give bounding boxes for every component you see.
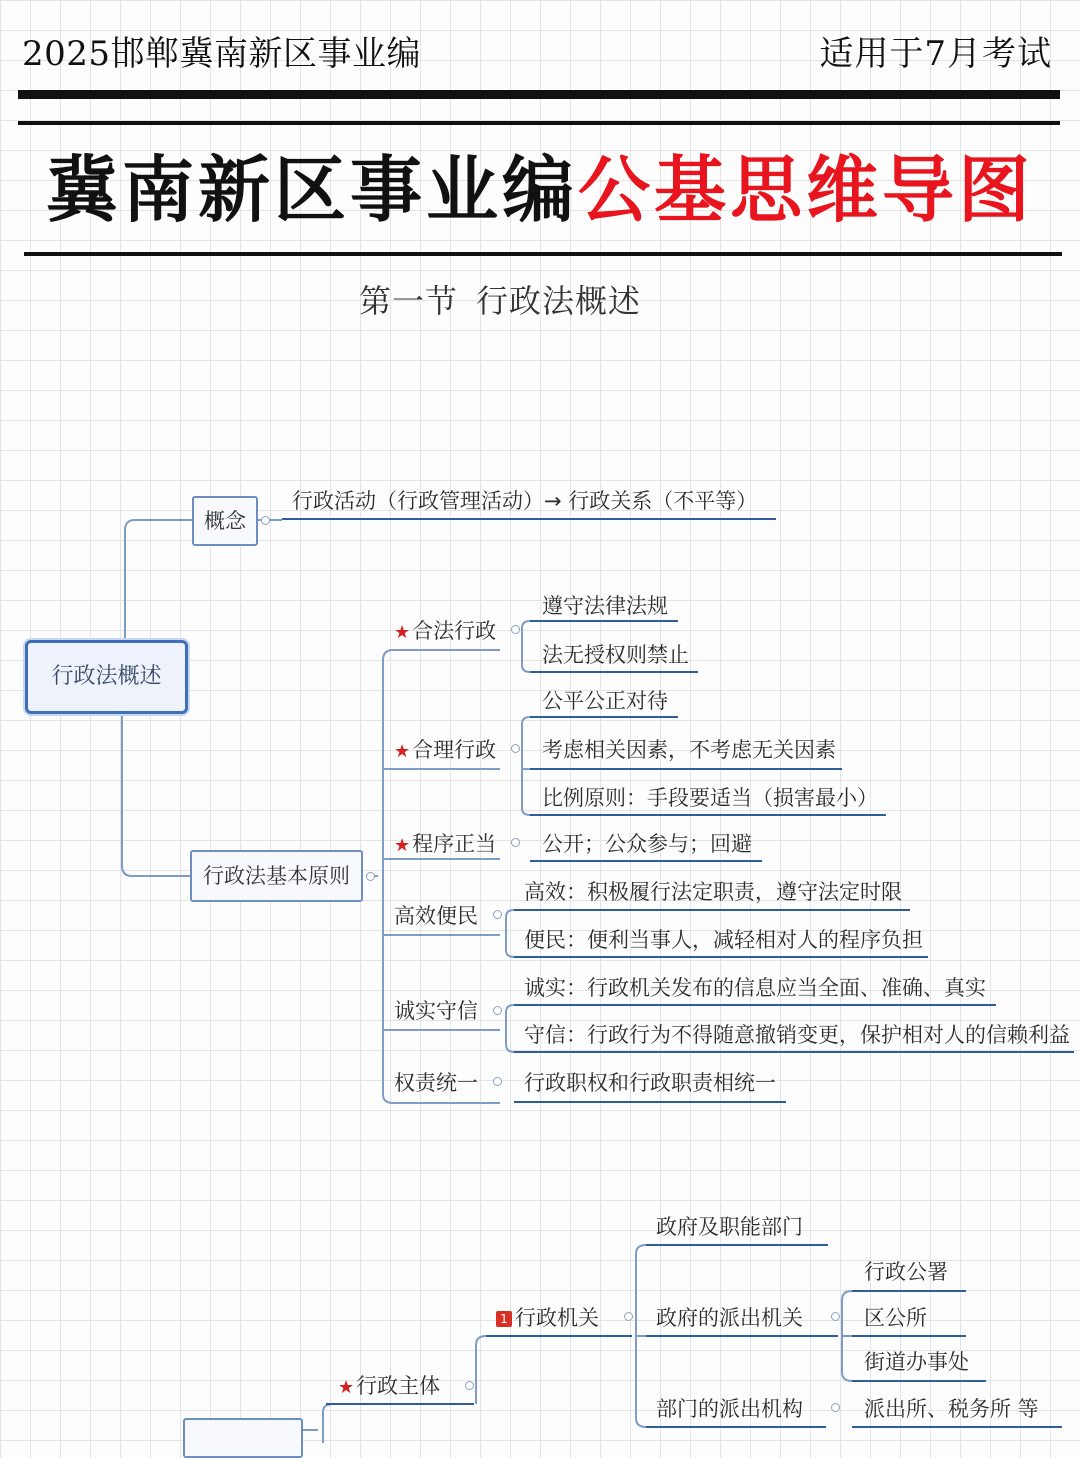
- dispatched-child-3: 街道办事处: [864, 1350, 969, 1374]
- dispatched-child-2: 区公所: [864, 1306, 927, 1330]
- star-icon: ★: [394, 741, 411, 762]
- connector-dot: [831, 1403, 840, 1412]
- star-icon: ★: [338, 1377, 355, 1398]
- concept-definition: 行政活动（行政管理活动）→ 行政关系（不平等）: [292, 489, 758, 513]
- department-agencies-child-1: 派出所、税务所 等: [864, 1397, 1039, 1421]
- subject-parent-node: [183, 1418, 303, 1458]
- underline: [530, 716, 678, 718]
- principle-honesty-trust: 诚实守信: [394, 999, 478, 1023]
- connector-dot: [493, 1006, 502, 1015]
- dispatched-child-1: 行政公署: [864, 1260, 948, 1284]
- star-icon: ★: [394, 622, 411, 643]
- underline: [530, 814, 886, 816]
- section-number: 第一节: [358, 282, 458, 320]
- section-name: 行政法概述: [476, 282, 642, 320]
- connector-dot: [493, 910, 502, 919]
- underline: [514, 909, 910, 911]
- underline: [514, 1004, 996, 1006]
- concept-underline: [282, 518, 776, 520]
- principles-node: 行政法基本原则: [190, 850, 363, 902]
- principle-due-process: ★程序正当: [394, 832, 497, 856]
- principles-connector-dot: [366, 872, 375, 881]
- legal-child-2: 法无授权则禁止: [542, 643, 689, 667]
- principle-legal-administration: ★合法行政: [394, 619, 497, 643]
- administrative-organ-node: 1 行政机关: [496, 1304, 599, 1332]
- honesty-child-1: 诚实：行政机关发布的信息应当全面、准确、真实: [524, 976, 986, 1000]
- organ-child-dispatched-organs: 政府的派出机关: [656, 1306, 803, 1330]
- underline: [530, 620, 678, 622]
- mindmap-root: 行政法概述: [25, 640, 188, 714]
- efficiency-child-1: 高效：积极履行法定职责，遵守法定时限: [524, 880, 902, 904]
- title-black-part: 冀南新区事业编: [45, 147, 578, 232]
- principle-efficiency-convenience: 高效便民: [394, 904, 478, 928]
- efficiency-child-2: 便民：便利当事人，减轻相对人的程序负担: [524, 928, 923, 952]
- underline: [514, 1101, 786, 1103]
- header-left-title: 2025邯郸冀南新区事业编: [22, 34, 422, 74]
- underline: [530, 860, 762, 862]
- connector-dot: [511, 838, 520, 847]
- principle-reasonable-administration: ★合理行政: [394, 738, 497, 762]
- reasonable-child-1: 公平公正对待: [542, 689, 668, 713]
- organ-child-department-agencies: 部门的派出机构: [656, 1397, 803, 1421]
- connector-dot: [493, 1077, 502, 1086]
- underline: [530, 671, 698, 673]
- connector-dot: [511, 744, 520, 753]
- underline: [646, 1244, 828, 1246]
- organ-child-government-departments: 政府及职能部门: [656, 1215, 803, 1239]
- due-process-child-1: 公开；公众参与；回避: [542, 832, 752, 856]
- connector-dot: [624, 1312, 633, 1321]
- title-red-part: 公基思维导图: [578, 147, 1035, 232]
- underline: [486, 1335, 632, 1337]
- priority-1-badge-icon: 1: [496, 1311, 512, 1327]
- legal-child-1: 遵守法律法规: [542, 594, 668, 618]
- underline: [852, 1290, 966, 1292]
- underline: [530, 768, 842, 770]
- concept-node: 概念: [192, 496, 258, 546]
- header-right-title: 适用于7月考试: [819, 34, 1052, 74]
- connector-dot: [511, 625, 520, 634]
- underline: [852, 1380, 986, 1382]
- principle-power-responsibility: 权责统一: [394, 1071, 478, 1095]
- underline: [852, 1426, 1062, 1428]
- star-icon: ★: [394, 835, 411, 856]
- underline: [514, 1051, 1074, 1053]
- subject-node: ★行政主体: [338, 1374, 441, 1398]
- connector-dot: [831, 1312, 840, 1321]
- underline: [646, 1335, 838, 1337]
- underline: [852, 1335, 966, 1337]
- underline: [646, 1426, 826, 1428]
- power-child-1: 行政职权和行政职责相统一: [524, 1071, 776, 1095]
- underline: [514, 956, 928, 958]
- reasonable-child-3: 比例原则：手段要适当（损害最小）: [542, 786, 878, 810]
- concept-connector-dot: [261, 516, 270, 525]
- underline: [326, 1403, 474, 1405]
- reasonable-child-2: 考虑相关因素，不考虑无关因素: [542, 738, 836, 762]
- honesty-child-2: 守信：行政行为不得随意撤销变更，保护相对人的信赖利益: [524, 1023, 1070, 1047]
- connector-dot: [465, 1381, 474, 1390]
